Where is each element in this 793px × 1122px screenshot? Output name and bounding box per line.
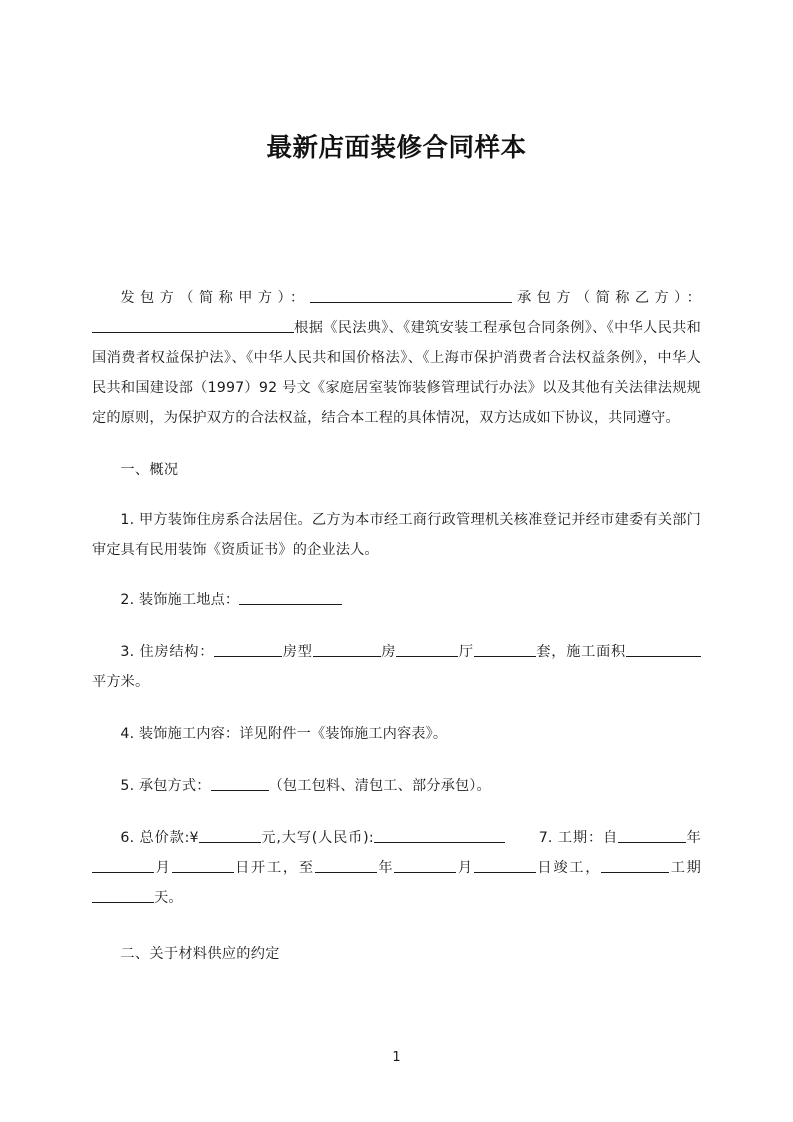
clause-item-5 [92,771,701,801]
spacer [92,615,701,637]
item7-day-start: 日开工，至 [233,860,315,876]
section-heading-one: 一、概况 [120,462,179,478]
item3-set-blank[interactable] [474,642,536,657]
item7-duration-unit: 天。 [154,890,183,906]
item3-room-blank[interactable] [313,642,381,657]
item7-month: 月 [154,860,172,876]
document-body [92,283,701,969]
item2-label: 2. 装饰施工地点： [120,592,240,608]
item7-duration-blank[interactable] [601,858,669,873]
item5-label: 5. 承包方式： [120,778,211,794]
item3-unit-hall: 厅 [458,644,474,660]
party-b-label: 承包方（简称乙方）： [511,290,702,306]
item7-start-year-blank[interactable] [618,828,686,843]
item5-options: （包工包料、清包工、部分承包）。 [268,778,491,794]
spacer [92,913,701,939]
spacer [92,565,701,585]
item6-unit: 元,大写(人民币): [260,830,374,846]
spacer [92,433,701,455]
party-a-label: 发包方（简称甲方）： [120,290,310,306]
clause-item-6-7 [92,823,701,913]
spacer [92,697,701,719]
page-number: 1 [392,1050,401,1065]
item3-label: 3. 住房结构： [120,644,215,660]
item7-duration-days-blank[interactable] [92,888,154,903]
clause-item-3 [92,637,701,697]
item3-roomtype-blank[interactable] [214,642,282,657]
item3-hall-blank[interactable] [396,642,458,657]
legal-basis-text: 根据《民法典》、《建筑安装工程承包合同条例》、《中华人民共和国消费者权益保护法》、《中华人民共和国价格法》、《上海市保护消费者合法权益条例》，中华人民共和国建设部（1997）92 号文《家庭居室装饰装修管理试行办法》以及其他有关法律法规规定的原则，为保护双方的合法权益，结合本工程的具体情况，双方达成如下协议，共同遵守。 [92,320,701,426]
item7-year2: 年 [376,860,395,876]
item7-duration-label: 工期 [669,860,701,876]
section-heading-two: 二、关于材料供应的约定 [120,946,280,962]
clause-item-1: 1. 甲方装饰住房系合法居住。乙方为本市经工商行政管理机关核准登记并经市建委有关部门审定具有民用装饰《资质证书》的企业法人。 [92,512,701,558]
party-b-blank[interactable] [92,318,294,333]
item6-label: 6. 总价款:¥ [120,830,199,846]
spacer [92,749,701,771]
item7-end-year-blank[interactable] [315,858,377,873]
item7-year: 年 [685,830,701,846]
spacer [92,485,701,505]
item7-start-month-blank[interactable] [92,858,154,873]
item6-amount-blank[interactable] [199,828,261,843]
preamble-paragraph [92,283,701,433]
item3-area-blank[interactable] [626,642,701,657]
item3-unit-set: 套，施工面积 [535,644,626,660]
item3-unit-room: 房 [380,644,397,660]
party-a-blank[interactable] [310,288,512,303]
item5-mode-blank[interactable] [211,776,269,791]
item6-amount-words-blank[interactable] [374,828,505,843]
spacer [92,801,701,823]
item7-month2: 月 [456,860,474,876]
item3-unit-area: 平方米。 [92,674,150,690]
item2-location-blank[interactable] [239,590,342,605]
page-title: 最新店面装修合同样本 [266,133,527,163]
item3-unit-roomtype: 房型 [282,644,313,660]
clause-item-4: 4. 装饰施工内容：详见附件一《装饰施工内容表》。 [120,726,448,742]
item7-label: 7. 工期：自 [538,830,618,846]
item7-end-day-blank[interactable] [474,858,536,873]
item7-day-end: 日竣工， [535,860,602,876]
clause-item-2 [92,585,701,615]
item7-start-day-blank[interactable] [172,858,234,873]
item7-end-month-blank[interactable] [394,858,456,873]
